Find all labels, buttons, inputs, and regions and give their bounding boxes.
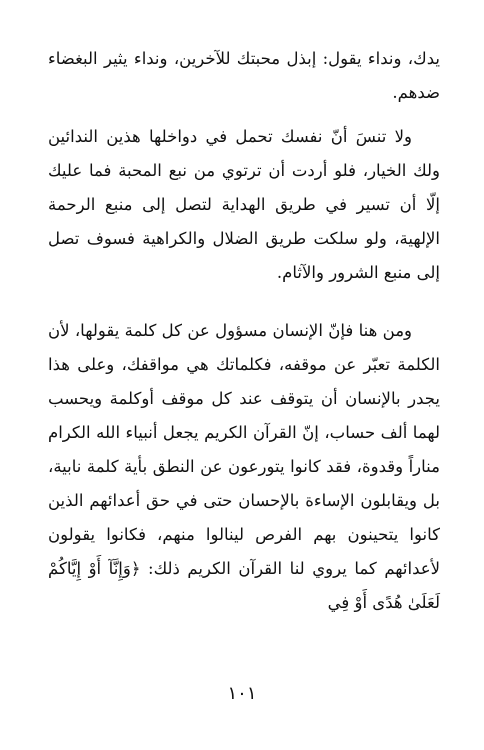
paragraph-continuation — [48, 42, 440, 110]
page-number: ١٠١ — [227, 683, 257, 704]
paragraph-two — [48, 120, 440, 290]
paragraph-2: ولا تنسَ أنّ نفسك تحمل في دواخلها هذين الندائين ولك الخيار، فلو أردت أن ترتوي من نبع المحبة فما عليك إلّا أن تسير في طريق الهداية لتصل إلى منبع الرحمة الإلهية، ولو سلكت طريق الضلال والكراهية فسوف تصل إلى منبع الشرور والآثام. — [48, 127, 440, 282]
paragraph-1: يدك، ونداء يقول: إبذل محبتك للآخرين، ونداء يثير البغضاء ضدهم. — [48, 49, 440, 102]
paragraph-3: ومن هنا فإنّ الإنسان مسؤول عن كل كلمة يقولها، لأن الكلمة تعبّر عن موقفه، فكلماتك هي مواقفك، وعلى هذا يجدر بالإنسان أن يتوقف عند كل موقف أوكلمة ويحسب لهما ألف حساب، إنّ القرآن الكريم يجعل أنبياء الله الكرام مناراً وقدوة، فقد كانوا يتورعون عن النطق بأية كلمة نابية، بل ويقابلون الإساءة بالإحسان حتى في حق أعدائهم الذين كانوا يتحينون بهم الفرص لينالوا منهم، فكانوا يقولون لأعدائهم كما يروي لنا القرآن الكريم ذلك: ﴿وَإِنَّآ أَوْ إِيَّاكُمْ لَعَلَىٰ هُدًى أَوْ فِي — [48, 321, 440, 612]
paragraph-three — [48, 314, 440, 620]
